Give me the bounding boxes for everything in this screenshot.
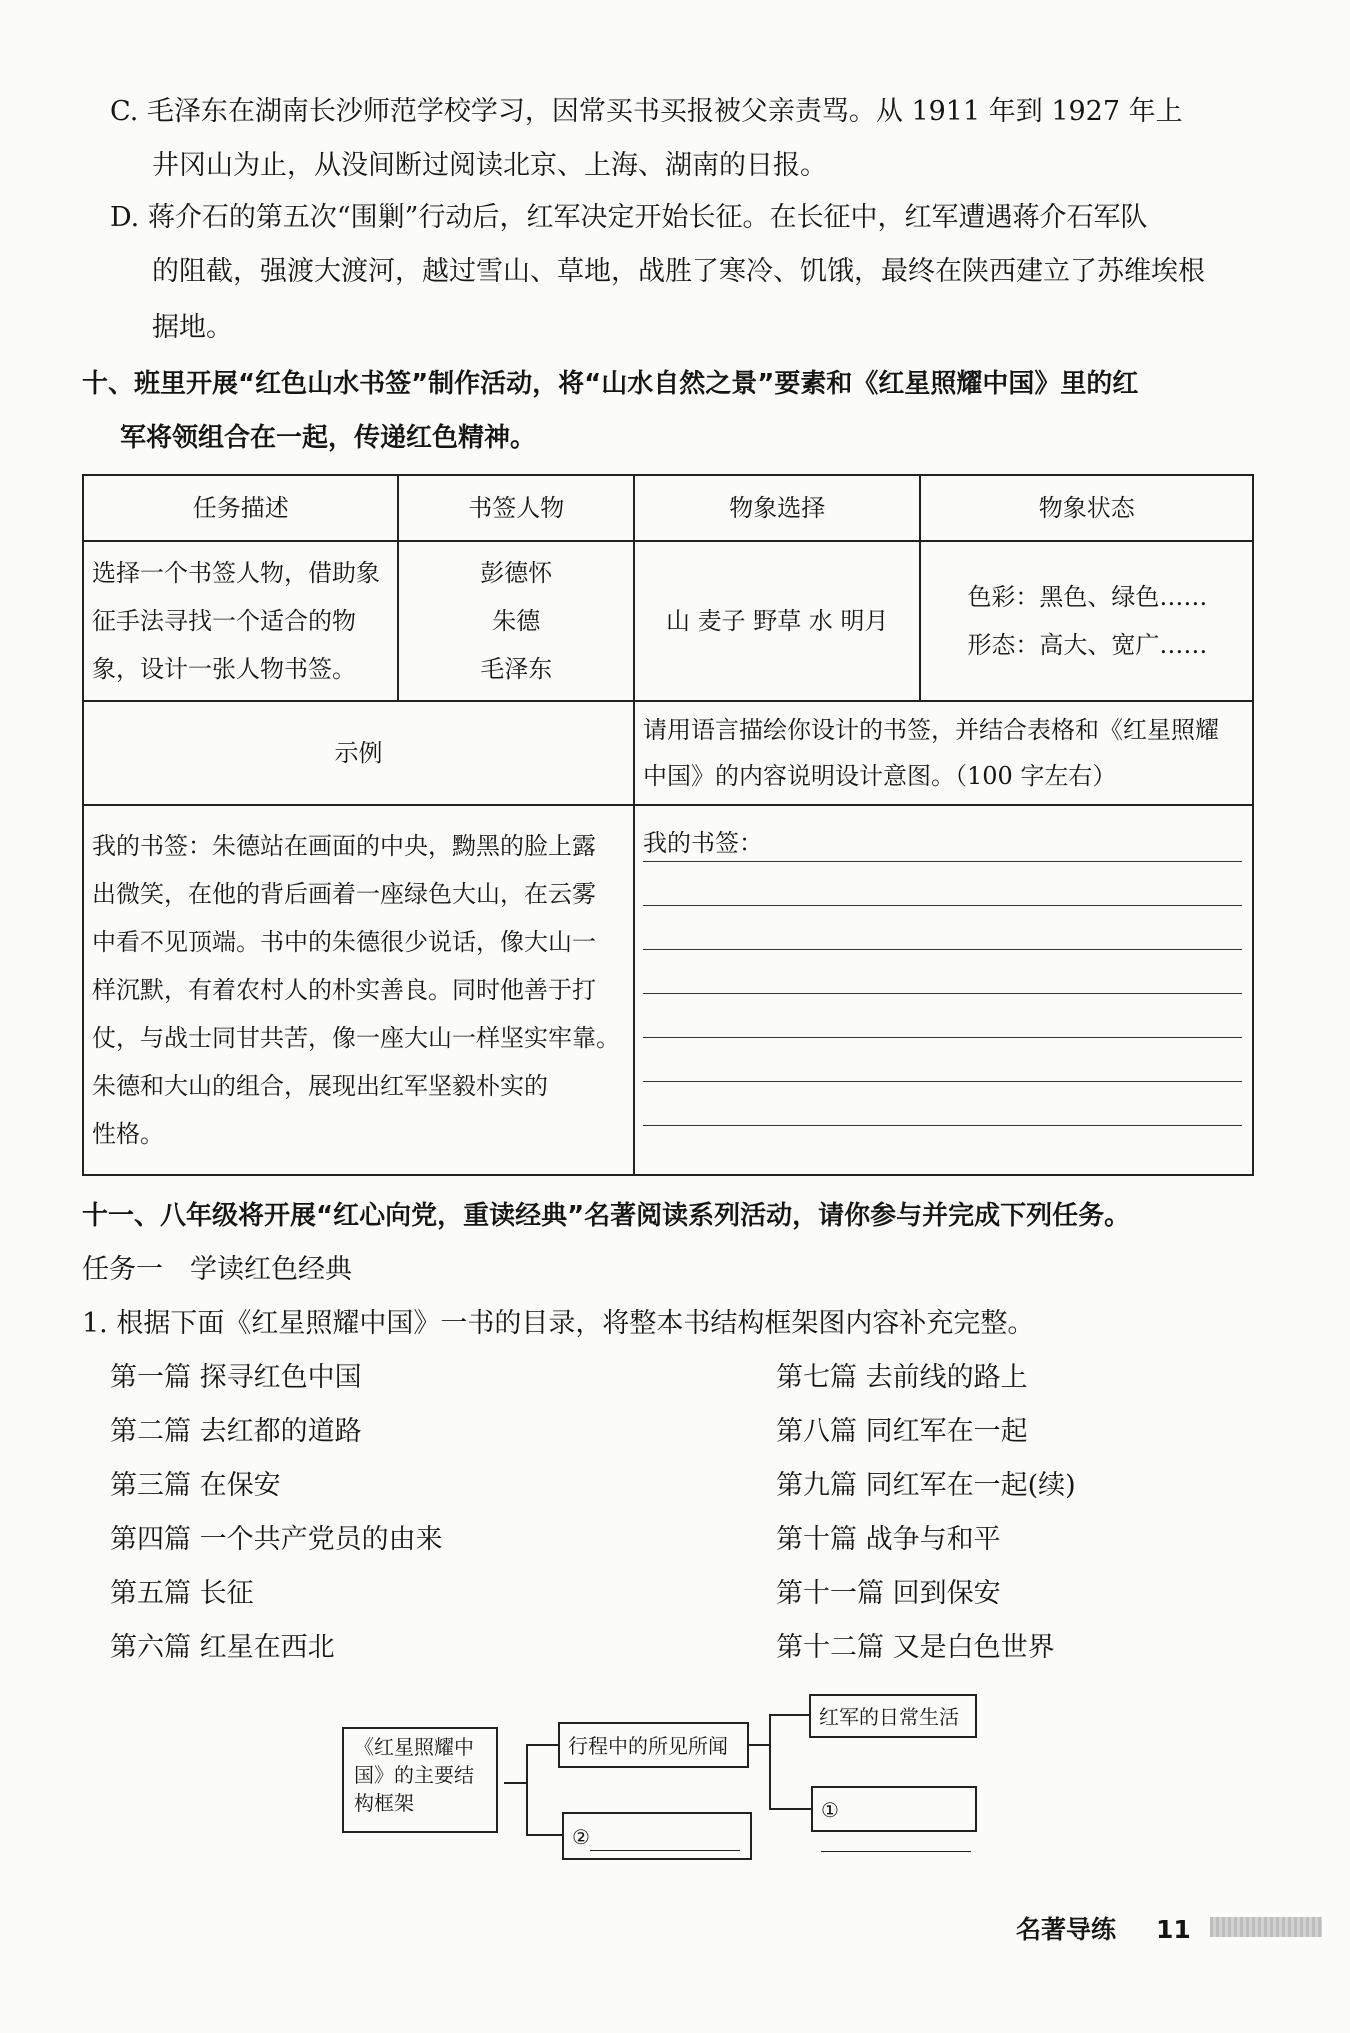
example-label: 示例: [83, 701, 634, 805]
object-choices-cell: 山 麦子 野草 水 明月: [634, 541, 920, 701]
header-people: 书签人物: [398, 475, 634, 541]
option-d-line-2: 的阻截，强渡大渡河，越过雪山、草地，战胜了寒冷、饥饿，最终在陕西建立了苏维埃根: [152, 256, 1205, 287]
answer-writing-area[interactable]: [634, 805, 1253, 1175]
answer-line-2[interactable]: [643, 862, 1242, 906]
diagram-branch-journey: 行程中的所见所闻: [558, 1722, 749, 1768]
state-color: 色彩：黑色、绿色……: [967, 583, 1208, 611]
answer-line-3[interactable]: [643, 906, 1242, 950]
toc-left-5: 第五篇 长征: [110, 1578, 254, 1609]
question-10-title-line-1: 十、班里开展“红色山水书签”制作活动，将“山水自然之景”要素和《红星照耀中国》里的红: [82, 369, 1139, 399]
footer-book-title: 名著导练: [1016, 1915, 1117, 1944]
toc-left-3: 第三篇 在保安: [110, 1470, 281, 1501]
table-row-writing: [83, 805, 1253, 1175]
state-shape: 形态：高大、宽广……: [967, 631, 1208, 659]
table-row-instructions: [83, 701, 1253, 805]
question-11-title: 十一、八年级将开展“红心向党，重读经典”名著阅读系列活动，请你参与并完成下列任务。: [82, 1201, 1131, 1231]
option-d-line-3: 据地。: [152, 312, 233, 343]
toc-right-11: 第十一篇 回到保安: [776, 1578, 1001, 1609]
answer-line-5[interactable]: [643, 994, 1242, 1038]
toc-right-7: 第七篇 去前线的路上: [776, 1362, 1028, 1393]
task-1-heading: 任务一 学读红色经典: [82, 1254, 352, 1285]
answer-prefix: 我的书签：: [643, 829, 763, 857]
object-states-cell: [920, 541, 1253, 701]
toc-left-6: 第六篇 红星在西北: [110, 1632, 335, 1663]
bookmark-people-cell: [398, 541, 634, 701]
table-row-task: [83, 541, 1253, 701]
task-description-cell: 选择一个书签人物，借助象 征手法寻找一个适合的物 象，设计一张人物书签。: [83, 541, 398, 701]
diagram-blank-1[interactable]: [811, 1786, 977, 1832]
toc-left-1: 第一篇 探寻红色中国: [110, 1362, 362, 1393]
diagram-blank-2[interactable]: [562, 1812, 752, 1860]
toc-right-8: 第八篇 同红军在一起: [776, 1416, 1028, 1447]
person-peng-dehuai: 彭德怀: [480, 559, 553, 587]
toc-right-12: 第十二篇 又是白色世界: [776, 1632, 1055, 1663]
question-10-title-line-2: 军将领组合在一起，传递红色精神。: [120, 423, 537, 453]
diagram-leaf-daily-life: 红军的日常生活: [809, 1694, 977, 1738]
page-number: 11: [1156, 1915, 1191, 1944]
header-states: 物象状态: [920, 475, 1253, 541]
answer-line-1[interactable]: [643, 818, 1242, 862]
diagram-root-box: 《红星照耀中 国》的主要结 构框架: [342, 1727, 498, 1833]
person-mao-zedong: 毛泽东: [480, 655, 553, 683]
header-task-desc: 任务描述: [83, 475, 398, 541]
person-zhu-de: 朱德: [492, 607, 541, 635]
answer-line-6[interactable]: [643, 1038, 1242, 1082]
toc-left-4: 第四篇 一个共产党员的由来: [110, 1524, 443, 1555]
table-header-row: [83, 475, 1253, 541]
answer-line-4[interactable]: [643, 950, 1242, 994]
toc-right-9: 第九篇 同红军在一起(续): [776, 1470, 1076, 1501]
option-c-line-1: C. 毛泽东在湖南长沙师范学校学习，因常买书买报被父亲责骂。从 1911 年到 1927 年上: [110, 96, 1183, 127]
option-c-line-2: 井冈山为止，从没间断过阅读北京、上海、湖南的日报。: [152, 150, 827, 181]
blank-2-marker: ②: [572, 1825, 590, 1849]
item-1-instruction: 1. 根据下面《红星照耀中国》一书的目录，将整本书结构框架图内容补充完整。: [82, 1308, 1035, 1339]
blank-1-line[interactable]: [821, 1829, 971, 1852]
bookmark-table: [82, 474, 1254, 1176]
toc-right-10: 第十篇 战争与和平: [776, 1524, 1001, 1555]
instruction-cell: 请用语言描绘你设计的书签，并结合表格和《红星照耀 中国》的内容说明设计意图。（100 字左右）: [634, 701, 1253, 805]
blank-1-marker: ①: [821, 1798, 839, 1822]
example-text-cell: 我的书签：朱德站在画面的中央，黝黑的脸上露 出微笑，在他的背后画着一座绿色大山，在云雾 中看不见顶端。书中的朱德很少说话，像大山一 样沉默，有着农村人的朴实善良。同时他善于打 仗，与战士同甘共苦，像一座大山一样坚实牢靠。 朱德和大山的组合，展现出红军坚毅朴实的 性格。: [83, 805, 634, 1175]
footer-decorative-bar: [1210, 1917, 1322, 1937]
blank-2-line[interactable]: [590, 1828, 740, 1851]
header-objects: 物象选择: [634, 475, 920, 541]
toc-left-2: 第二篇 去红都的道路: [110, 1416, 362, 1447]
option-d-line-1: D. 蒋介石的第五次“围剿”行动后，红军决定开始长征。在长征中，红军遭遇蒋介石军队: [110, 202, 1148, 233]
answer-line-7[interactable]: [643, 1082, 1242, 1126]
